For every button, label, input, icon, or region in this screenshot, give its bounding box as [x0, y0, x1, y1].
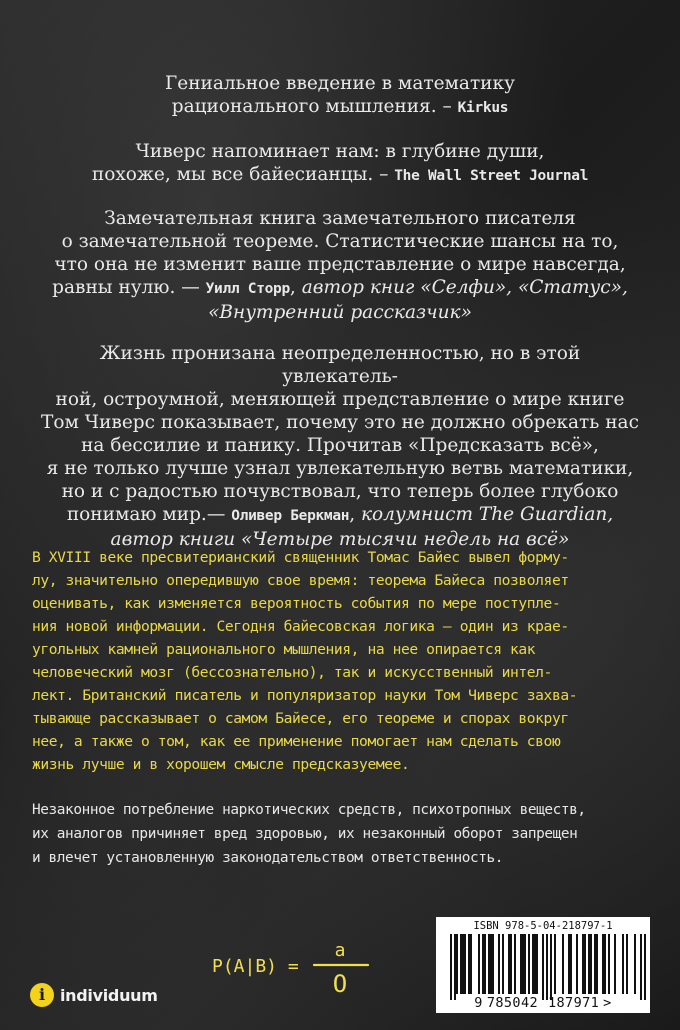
formula-lhs: P(A|B) =: [212, 956, 299, 977]
barcode-bar: [590, 934, 592, 994]
barcode-bar: [468, 934, 470, 994]
barcode-bar: [454, 934, 456, 1000]
barcode-bar: [508, 934, 510, 994]
formula-numerator: a: [334, 940, 346, 961]
barcode-bar: [596, 934, 598, 994]
bayes-formula: [212, 930, 372, 1000]
barcode-bar: [536, 934, 538, 994]
barcode-bar: [460, 934, 462, 994]
barcode-bar: [634, 934, 636, 994]
isbn-label: ISBN 978-5-04-218797-1: [473, 920, 613, 932]
barcode-bar: [568, 934, 570, 994]
barcode-bar: [550, 934, 552, 1000]
review-quote-storr: Замечательная книга замечательного писателя о замечательной теореме. Статистические шансы на то, что она не изменит ваше представление о мире навсегда, равны нулю. — Уилл Сторр, автор книг «Селфи», «Статус», «Внутренний рассказчик»: [52, 208, 628, 323]
barcode-bar: [542, 934, 544, 1000]
barcode-bar: [482, 934, 484, 994]
quote-line: ной, остроумной, меняющей представление о мире книге: [55, 389, 625, 410]
review-quote-kirkus: [40, 72, 640, 120]
description-line: В XVIII веке пресвитерианский священник Томас Байес вывел форму-: [32, 549, 569, 566]
quote-source: Оливер Беркман: [231, 508, 350, 524]
quote-line: равны нулю.: [52, 277, 176, 298]
description-line: оценивать, как изменяется вероятность события по мере поступле-: [32, 595, 561, 612]
barcode-bar: [588, 934, 590, 994]
quote-line: Замечательная книга замечательного писателя: [104, 208, 576, 229]
isbn-group-1: 785042: [486, 995, 538, 1011]
quote-dash: –: [373, 164, 395, 185]
barcode-bar: [484, 934, 486, 994]
barcode-bar: [554, 934, 556, 994]
description-line: лу, значительно опередившую свое время: теорема Байеса позволяет: [32, 572, 569, 589]
quote-source: The Wall Street Journal: [394, 168, 589, 184]
publisher-name: individuum: [60, 985, 158, 1005]
quote-line: на бессилие и панику. Прочитав «Предсказать всё»,: [81, 435, 599, 456]
review-quote-burkeman: Жизнь пронизана неопределенностью, но в этой увлекатель- ной, остроумной, меняющей представление о мире книге Том Чиверс показывает, почему это не должно обрекать нас на бессилие и панику. Прочитав «Предсказать всё», я не только лучше узнал увлекательную ветвь математики, но и с радостью почувствовал, что теперь более глубоко понимаю мир.— Оливер Беркман, колумнист The Guardian, автор книги «Четыре тысячи недель на всё»: [41, 343, 639, 550]
barcode-bar: [456, 934, 458, 994]
quote-source: Kirkus: [457, 100, 509, 116]
barcode-bar: [510, 934, 512, 994]
description-line: тывающе рассказывает о самом Байесе, его теореме и спорах вокруг: [32, 710, 569, 727]
barcode-bar: [534, 934, 536, 994]
quote-dash: —: [206, 504, 232, 525]
quote-line: рационального мышления.: [171, 96, 437, 117]
publisher-logo: [30, 980, 158, 1010]
barcode-bars: [450, 934, 646, 1000]
barcode-bar: [462, 934, 464, 994]
quote-source-role: колумнист The Guardian,: [361, 504, 614, 525]
individuum-logo-icon: [30, 983, 54, 1007]
quote-line: Жизнь пронизана неопределенностью, но в этой увлекатель-: [99, 343, 581, 387]
quote-source: Уилл Сторр: [205, 281, 290, 297]
quote-line: Чиверс напоминает нам: в глубине души,: [135, 141, 545, 162]
barcode-bar: [520, 934, 522, 994]
barcode-bar: [570, 934, 572, 994]
quote-line: что она не изменит ваше представление о мире навсегда,: [54, 254, 626, 275]
barcode-bar: [626, 934, 628, 994]
book-description: [32, 546, 650, 776]
formula-denominator: O: [332, 970, 348, 998]
barcode-bar: [582, 934, 584, 994]
barcode-bar: [528, 934, 530, 994]
barcode-bar: [522, 934, 524, 994]
description-line: угольных камней рационального мышления, на нее опирается как: [32, 641, 536, 658]
description-line: нее, а также о том, как ее применение помогает нам сделать свою: [32, 733, 561, 750]
description-line: лект. Британский писатель и популяризатор науки Том Чиверс захва-: [32, 687, 578, 704]
quote-source-role: автор книг «Селфи», «Статус»,: [301, 277, 628, 298]
barcode-bar: [608, 934, 610, 994]
barcode-bar: [602, 934, 604, 994]
warning-line: Незаконное потребление наркотических средств, психотропных веществ,: [32, 802, 586, 818]
barcode-bar: [622, 934, 624, 994]
logo-letter: i: [38, 985, 46, 1004]
barcode-bar: [502, 934, 504, 994]
quote-line: Гениальное введение в математику: [165, 73, 515, 94]
barcode-bar: [614, 934, 616, 994]
barcode-bar: [450, 934, 452, 1000]
isbn-barcode: [436, 917, 650, 1013]
description-line: ния новой информации. Сегодня байесовская логика – один из крае-: [32, 618, 569, 635]
quote-line: я не только лучше узнал увлекательную ветвь математики,: [46, 458, 634, 479]
quote-dash: —: [175, 277, 206, 298]
description-line: человеческий мозг (бессознательно), так и искусственный интел-: [32, 664, 552, 681]
warning-line: и влечет установленную законодательством ответственность.: [32, 850, 504, 866]
legal-warning: [32, 798, 652, 870]
description-line: жизнь лучше и в хорошем смысле предсказуемее.: [32, 756, 410, 773]
barcode-bar: [604, 934, 606, 994]
quote-line: но и с радостью почувствовал, что теперь более глубоко: [61, 481, 619, 502]
barcode-bar: [524, 934, 526, 994]
barcode-bar: [546, 934, 548, 1000]
barcode-bar: [562, 934, 564, 994]
barcode-bar: [514, 934, 516, 994]
quote-source-role: «Внутренний рассказчик»: [208, 302, 472, 323]
barcode-bar: [470, 934, 472, 994]
barcode-bar: [640, 934, 642, 1000]
barcode-bar: [594, 934, 596, 994]
barcode-bar: [532, 934, 534, 994]
barcode-bar: [464, 934, 466, 994]
quote-source-role: автор книги «Четыре тысячи недель на всё»: [110, 529, 570, 550]
barcode-bar: [498, 934, 500, 994]
barcode-bar: [644, 934, 646, 1000]
warning-line: их аналогов причиняет вред здоровью, их незаконный оборот запрещен: [32, 826, 578, 842]
quote-line: о замечательной теореме. Статистические шансы на то,: [61, 231, 619, 252]
isbn-digits: [436, 995, 650, 1011]
quote-line: похоже, мы все байесианцы.: [91, 164, 374, 185]
isbn-group-2: 187971: [548, 995, 600, 1011]
isbn-arrow: >: [603, 995, 612, 1011]
quote-dash: –: [436, 96, 458, 117]
quote-line: понимаю мир.: [66, 504, 207, 525]
quote-line: Том Чиверс показывает, почему это не должно обрекать нас: [41, 412, 639, 433]
barcode-bar: [490, 934, 492, 994]
review-quote-wsj: [40, 140, 640, 188]
barcode-bar: [478, 934, 480, 994]
barcode-bar: [576, 934, 578, 994]
barcode-bar: [492, 934, 494, 994]
barcode-bar: [488, 934, 490, 994]
barcode-bar: [584, 934, 586, 994]
isbn-first-digit: 9: [474, 995, 483, 1011]
